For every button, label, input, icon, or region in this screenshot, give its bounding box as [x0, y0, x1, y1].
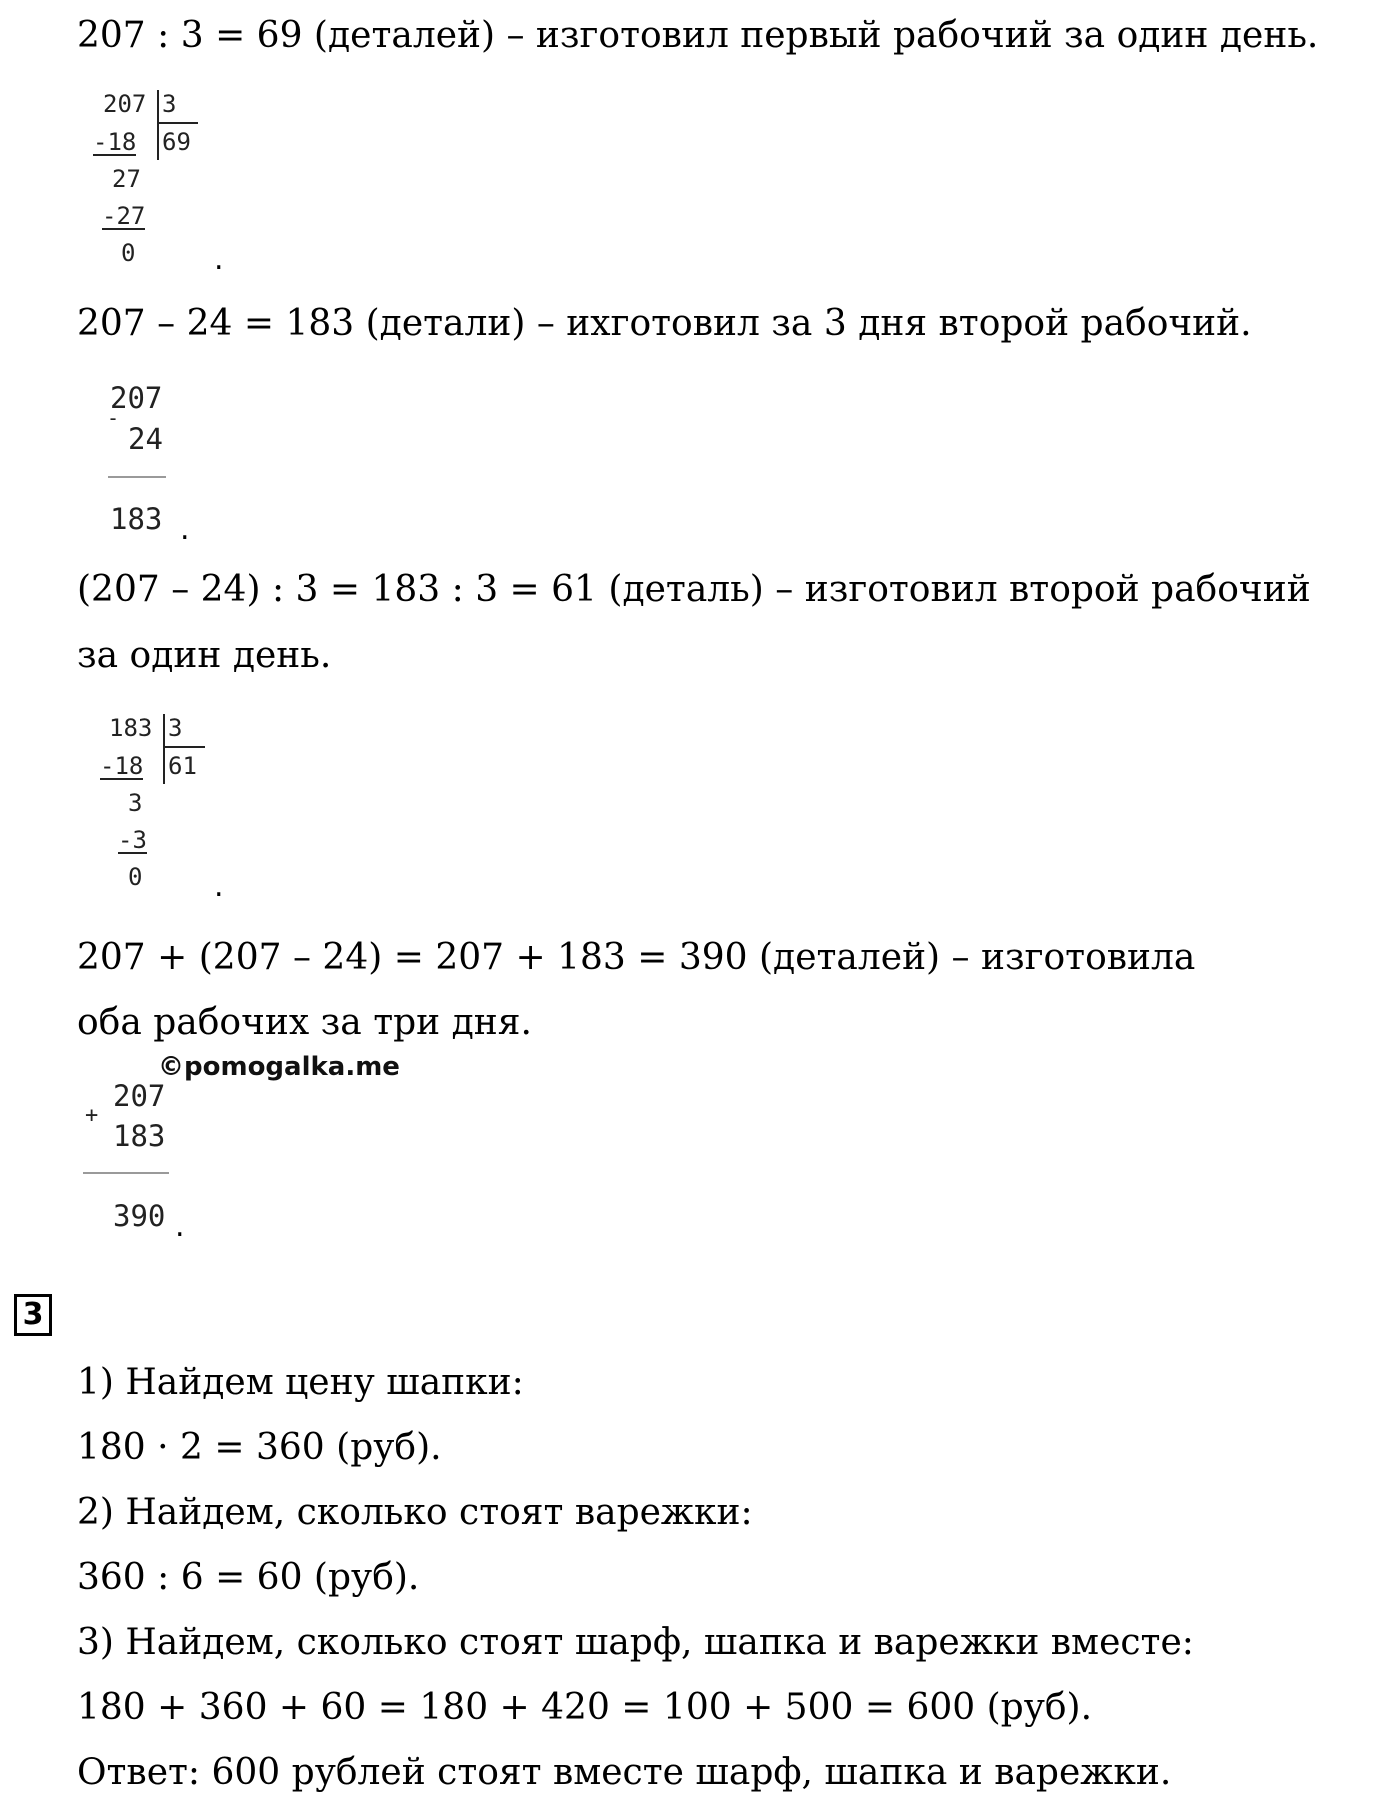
quotient: 61 — [168, 752, 197, 780]
result-rule — [83, 1172, 169, 1174]
addend-2: 183 — [113, 1119, 166, 1153]
equation-line-3b: за один день. — [77, 635, 332, 676]
dividend: 207 — [103, 90, 147, 118]
solution-line-6: 180 + 360 + 60 = 180 + 420 = 100 + 500 = 600 (руб). — [77, 1687, 1093, 1728]
solution-line-3: 2) Найдем, сколько стоят варежки: — [77, 1492, 753, 1533]
remainder-1: 27 — [112, 165, 141, 193]
solution-line-5: 3) Найдем, сколько стоят шарф, шапка и варежки вместе: — [77, 1622, 1194, 1663]
remainder-2: 0 — [121, 239, 136, 267]
subtrahend-2: -3 — [118, 826, 147, 854]
division-bar-horizontal — [163, 746, 205, 748]
division-bar-vertical — [157, 90, 159, 160]
equation-line-3a: (207 – 24) : 3 = 183 : 3 = 61 (деталь) – изготовил второй рабочий — [77, 569, 1311, 610]
dividend: 183 — [109, 714, 153, 742]
equation-line-2: 207 – 24 = 183 (детали) – ихготовил за 3 дня второй рабочий. — [77, 303, 1252, 344]
subtrahend-1: -18 — [100, 752, 144, 780]
period-mark: . — [214, 869, 224, 904]
equation-line-1: 207 : 3 = 69 (деталей) – изготовил первый рабочий за один день. — [77, 15, 1319, 56]
minus-sign: - — [107, 406, 120, 430]
period-mark: . — [175, 1209, 185, 1244]
division-bar-vertical — [163, 714, 165, 784]
subtrahend: 24 — [128, 422, 163, 456]
answer-line: Ответ: 600 рублей стоят вместе шарф, шапка и варежки. — [77, 1752, 1172, 1793]
task-number-3: 3 — [14, 1294, 52, 1336]
subtrahend-2: -27 — [102, 202, 146, 230]
addend-1: 207 — [113, 1079, 166, 1113]
difference: 183 — [110, 502, 163, 536]
equation-line-4b: оба рабочих за три дня. — [77, 1002, 532, 1043]
watermark: ©pomogalka.me — [158, 1052, 400, 1082]
minuend: 207 — [110, 381, 163, 415]
result-rule — [108, 476, 166, 478]
divisor: 3 — [162, 90, 177, 118]
plus-sign: + — [85, 1103, 99, 1128]
period-mark: . — [214, 242, 224, 277]
remainder-2: 0 — [128, 863, 143, 891]
period-mark: . — [180, 512, 190, 547]
solution-line-2: 180 · 2 = 360 (руб). — [77, 1427, 442, 1468]
quotient: 69 — [162, 128, 191, 156]
divisor: 3 — [168, 714, 183, 742]
sum: 390 — [113, 1199, 166, 1233]
solution-line-4: 360 : 6 = 60 (руб). — [77, 1557, 420, 1598]
division-bar-horizontal — [157, 122, 198, 124]
subtrahend-1: -18 — [93, 128, 137, 156]
remainder-1: 3 — [128, 789, 143, 817]
solution-line-1: 1) Найдем цену шапки: — [77, 1362, 524, 1403]
equation-line-4a: 207 + (207 – 24) = 207 + 183 = 390 (деталей) – изготовила — [77, 937, 1196, 978]
